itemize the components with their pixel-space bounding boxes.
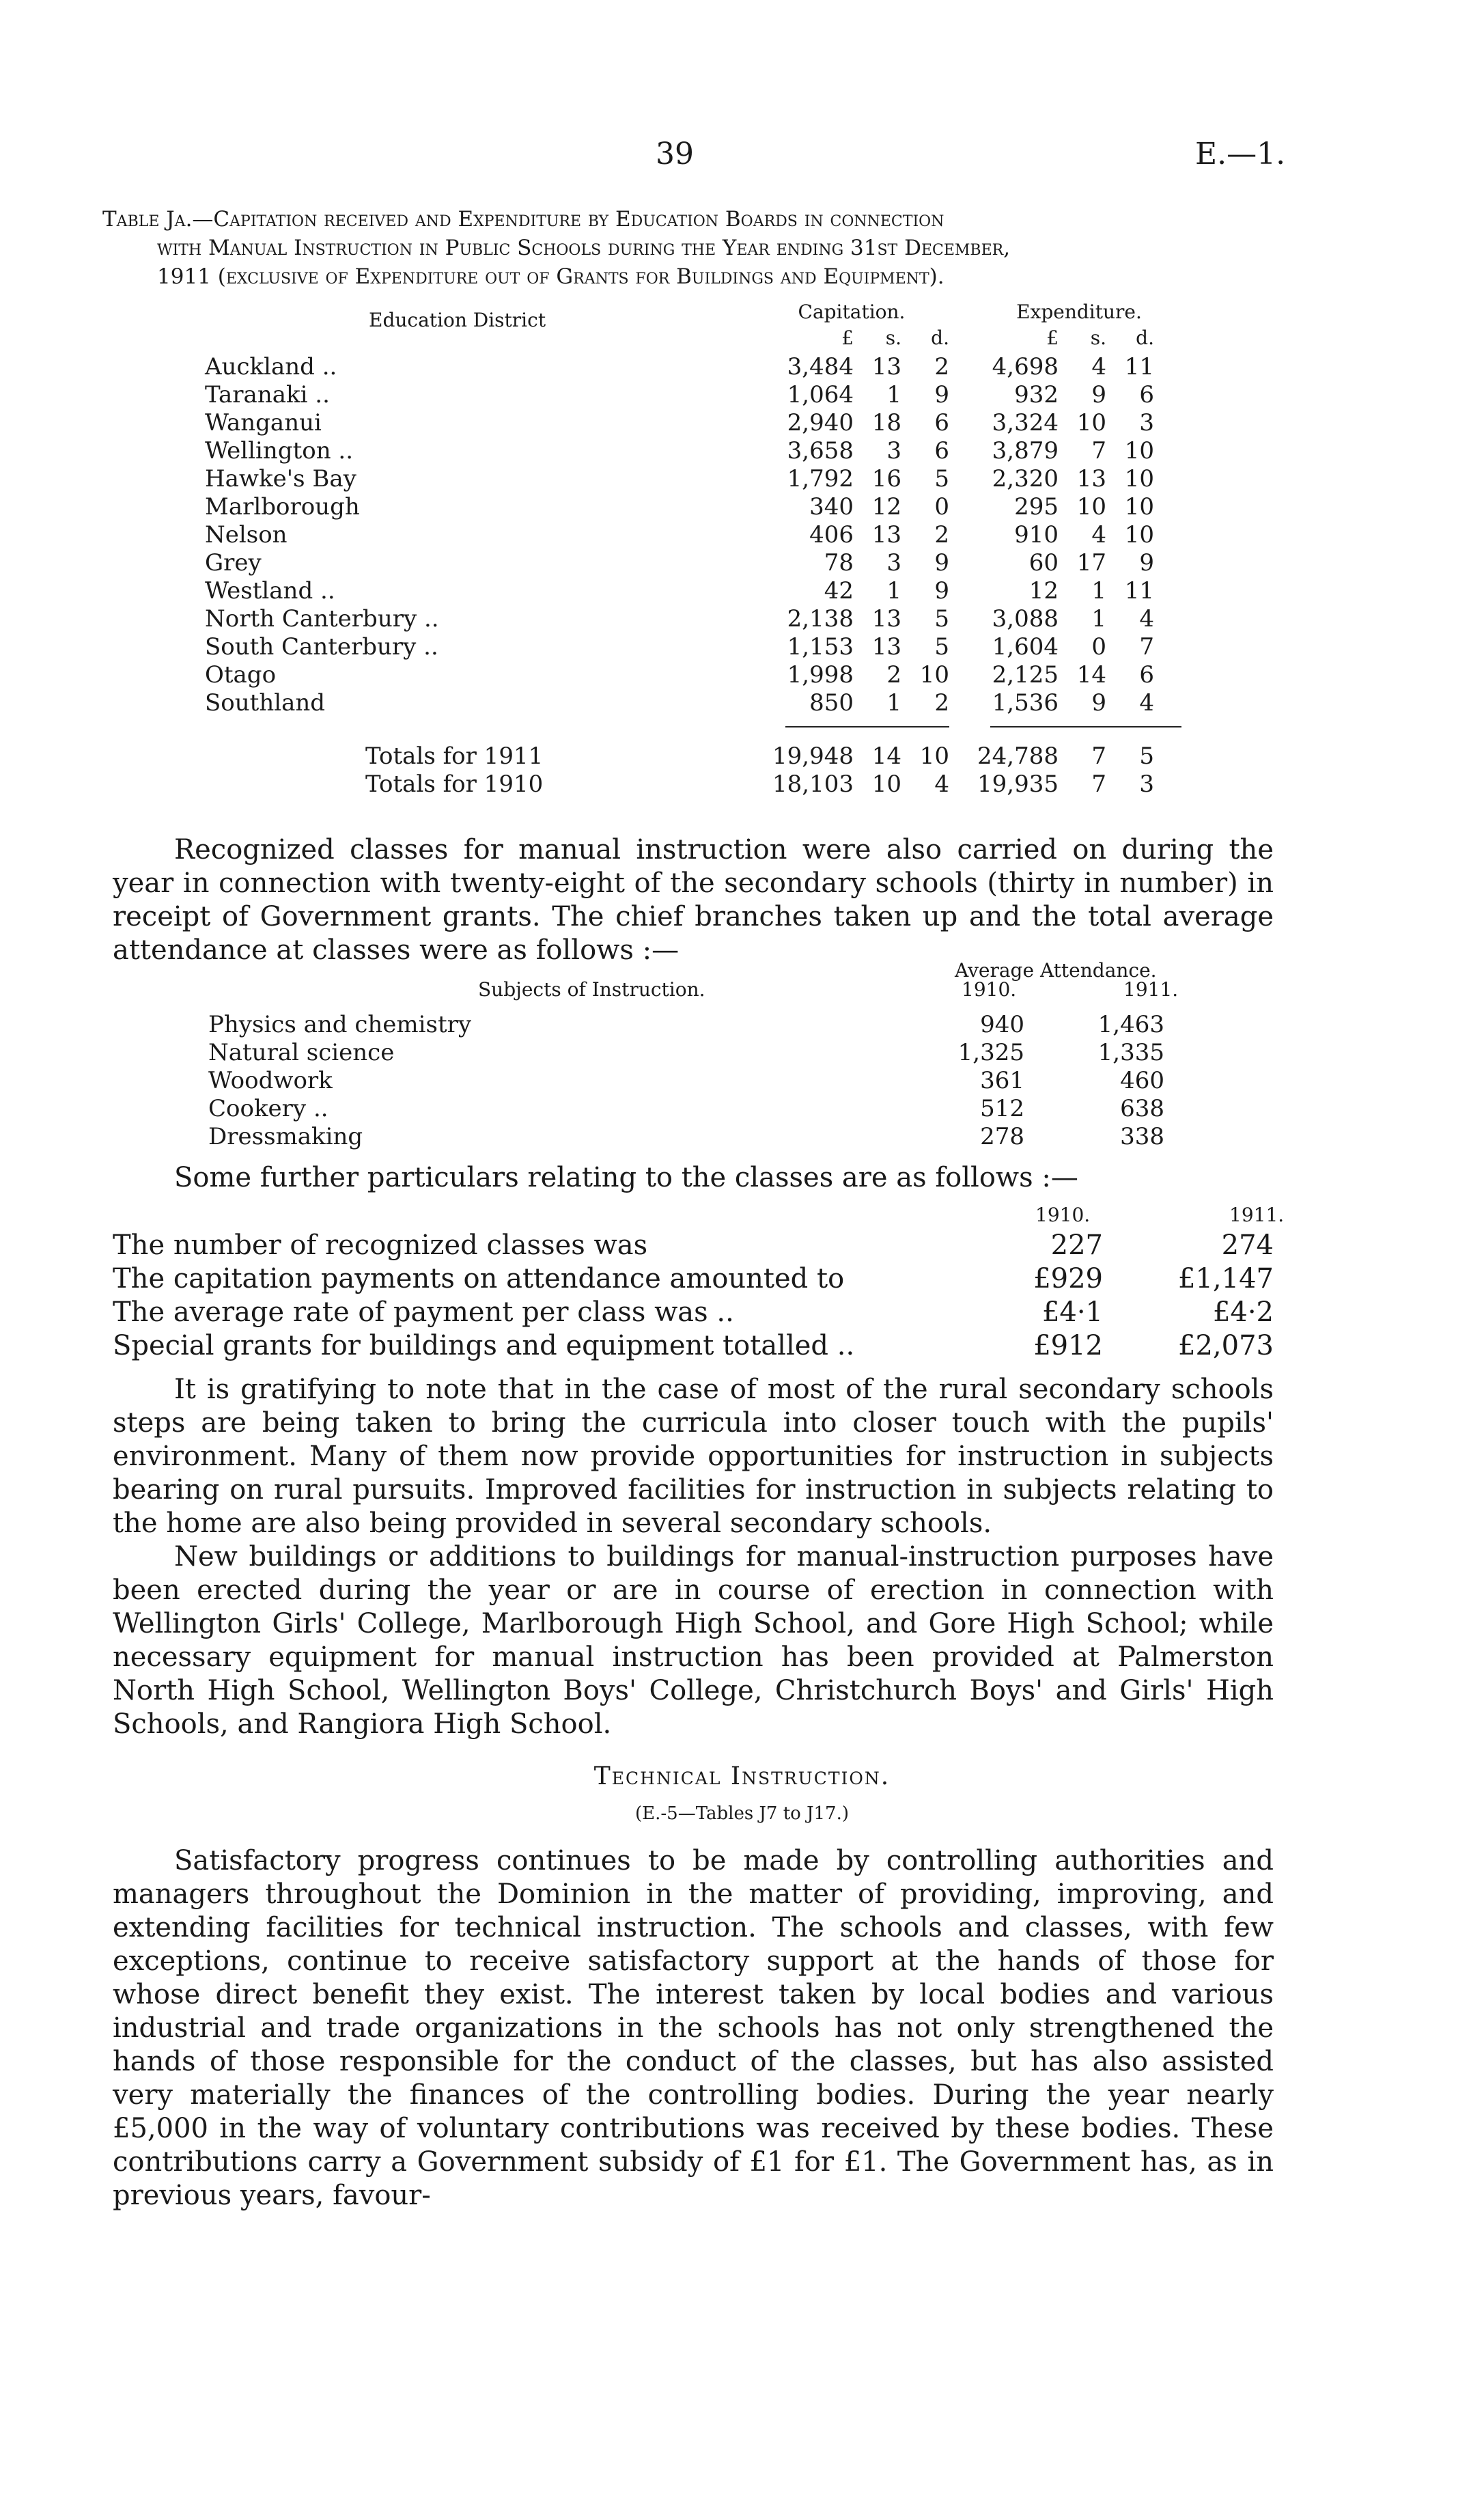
expenditure-shillings: 1	[1091, 577, 1106, 605]
particular-label: Special grants for buildings and equipment totalled ..	[113, 1330, 855, 1361]
expenditure-shillings: 14	[1076, 661, 1106, 689]
expenditure-shillings: 7	[1091, 771, 1106, 798]
expenditure-shillings: 7	[1091, 437, 1106, 465]
expenditure-pounds: 1,604	[992, 633, 1059, 661]
subject-row	[208, 1095, 1219, 1123]
district-name: Grey	[205, 549, 262, 577]
subject-name: Cookery ..	[208, 1095, 328, 1122]
expenditure-pounds: 3,879	[992, 437, 1059, 465]
capitation-pounds: 19,948	[772, 743, 854, 770]
subject-name: Physics and chemistry	[208, 1011, 472, 1038]
district-name: Auckland ..	[205, 353, 337, 380]
capitation-shillings: 16	[871, 465, 901, 493]
value-1911: £2,073	[1178, 1330, 1274, 1361]
expenditure-pounds: 2,125	[992, 661, 1059, 689]
total-row	[205, 771, 1216, 799]
year-header: 1911.	[1123, 978, 1179, 1001]
expenditure-shillings: 9	[1091, 381, 1106, 408]
expenditure-pence: 9	[1139, 549, 1154, 577]
particular-row	[113, 1297, 1274, 1329]
district-name: Taranaki ..	[205, 381, 330, 408]
capitation-shillings: 10	[871, 771, 901, 798]
capitation-pounds: 2,138	[787, 605, 854, 633]
table-row	[205, 549, 1216, 577]
total-row	[205, 743, 1216, 771]
expenditure-pence: 6	[1139, 661, 1154, 689]
table-row	[205, 493, 1216, 521]
table-caption-line: Table Ja.—Capitation received and Expenditure by Education Boards in connection	[102, 207, 944, 232]
capitation-pence: 5	[934, 605, 949, 633]
expenditure-shillings: 10	[1076, 493, 1106, 521]
total-label: Totals for 1910	[365, 771, 544, 798]
capitation-pounds: 3,658	[787, 437, 854, 465]
attendance-1910: 1,325	[957, 1039, 1024, 1066]
average-attendance-header: Average Attendance.	[955, 959, 1157, 982]
subject-row	[208, 1123, 1219, 1151]
expenditure-shillings: 17	[1076, 549, 1106, 577]
capitation-pence: 4	[934, 771, 949, 798]
expenditure-column-header: Expenditure.	[1016, 301, 1142, 323]
capitation-pounds: 850	[809, 689, 854, 717]
capitation-shillings: 14	[871, 743, 901, 770]
capitation-pence: 2	[934, 689, 949, 717]
total-label: Totals for 1911	[365, 743, 544, 770]
capitation-shillings: 2	[886, 661, 901, 689]
paragraph: Recognized classes for manual instruction were also carried on during the year in connection with twenty-eight of the secondary schools (thirty in number) in receipt of Government grants. The chief branches taken up and the total average attendance at classes were as follows :—	[113, 834, 1274, 966]
expenditure-pounds: 3,088	[992, 605, 1059, 633]
capitation-pounds: 42	[824, 577, 854, 605]
capitation-pounds: 406	[809, 521, 854, 549]
section-reference: (E.-5—Tables J7 to J17.)	[634, 1803, 849, 1824]
expenditure-pence: 10	[1124, 437, 1154, 465]
particular-label: The number of recognized classes was	[113, 1230, 648, 1261]
unit-label: £	[1046, 327, 1059, 349]
table-row	[205, 465, 1216, 493]
attendance-1911: 638	[1120, 1095, 1164, 1122]
table-row	[205, 577, 1216, 605]
expenditure-pence: 4	[1139, 605, 1154, 633]
district-name: North Canterbury ..	[205, 605, 439, 633]
expenditure-shillings: 7	[1091, 743, 1106, 770]
expenditure-pounds: 60	[1028, 549, 1059, 577]
unit-label: s.	[885, 327, 901, 349]
subject-row	[208, 1039, 1219, 1067]
capitation-shillings: 13	[871, 521, 901, 549]
subject-name: Natural science	[208, 1039, 395, 1066]
district-name: Southland	[205, 689, 326, 717]
capitation-pence: 10	[919, 743, 949, 770]
unit-label: d.	[1136, 327, 1154, 349]
capitation-shillings: 3	[886, 437, 901, 465]
capitation-pence: 2	[934, 353, 949, 380]
value-1910: £912	[1033, 1330, 1103, 1361]
capitation-pounds: 78	[824, 549, 854, 577]
table-row	[205, 409, 1216, 437]
capitation-column-header: Capitation.	[798, 301, 906, 323]
year-header: 1910.	[962, 978, 1017, 1001]
unit-label: £	[841, 327, 854, 349]
expenditure-pence: 4	[1139, 689, 1154, 717]
expenditure-pence: 3	[1139, 771, 1154, 798]
district-name: Hawke's Bay	[205, 465, 356, 493]
capitation-shillings: 13	[871, 605, 901, 633]
expenditure-pence: 3	[1139, 409, 1154, 436]
value-1910: 227	[1050, 1230, 1103, 1261]
capitation-pence: 5	[934, 465, 949, 493]
table-row	[205, 353, 1216, 381]
expenditure-shillings: 13	[1076, 465, 1106, 493]
section-title: Technical Instruction.	[593, 1762, 891, 1790]
capitation-shillings: 12	[871, 493, 901, 521]
capitation-pence: 6	[934, 437, 949, 465]
table-row	[205, 661, 1216, 689]
value-1911: £4·2	[1212, 1297, 1274, 1328]
expenditure-pence: 10	[1124, 521, 1154, 549]
expenditure-pounds: 910	[1014, 521, 1059, 549]
value-1910: £929	[1033, 1263, 1103, 1294]
table-caption	[102, 205, 1291, 291]
value-1911: 274	[1221, 1230, 1274, 1261]
capitation-pence: 9	[934, 381, 949, 408]
attendance-1911: 460	[1120, 1067, 1164, 1094]
attendance-1910: 940	[980, 1011, 1024, 1038]
paragraph: Some further particulars relating to the classes are as follows :—	[174, 1162, 1078, 1193]
capitation-pounds: 340	[809, 493, 854, 521]
value-1911: £1,147	[1178, 1263, 1274, 1294]
particular-row	[113, 1330, 1274, 1363]
table-row	[205, 633, 1216, 661]
expenditure-shillings: 4	[1091, 353, 1106, 380]
district-name: Wanganui	[205, 409, 322, 436]
expenditure-shillings: 0	[1091, 633, 1106, 661]
district-name: Nelson	[205, 521, 288, 549]
expenditure-shillings: 1	[1091, 605, 1106, 633]
capitation-pence: 10	[919, 661, 949, 689]
particular-row	[113, 1230, 1274, 1262]
capitation-pounds: 1,998	[787, 661, 854, 689]
expenditure-pence: 11	[1124, 577, 1154, 605]
capitation-shillings: 3	[886, 549, 901, 577]
total-rule	[785, 726, 949, 727]
capitation-shillings: 18	[871, 409, 901, 436]
expenditure-pounds: 4,698	[992, 353, 1059, 380]
table-caption-line: with Manual Instruction in Public Schools during the Year ending 31st December,	[157, 236, 1011, 260]
particular-label: The average rate of payment per class was ..	[113, 1297, 734, 1328]
expenditure-pounds: 932	[1014, 381, 1059, 408]
table-row	[205, 689, 1216, 717]
expenditure-pounds: 24,788	[977, 743, 1059, 770]
capitation-pence: 2	[934, 521, 949, 549]
attendance-1910: 361	[980, 1067, 1024, 1094]
document-code: E.—1.	[1195, 137, 1286, 171]
attendance-1911: 1,463	[1097, 1011, 1164, 1038]
total-rule	[990, 726, 1181, 727]
district-name: Westland ..	[205, 577, 335, 605]
expenditure-pounds: 295	[1014, 493, 1059, 521]
unit-label: s.	[1090, 327, 1106, 349]
capitation-pounds: 3,484	[787, 353, 854, 380]
unit-label: d.	[931, 327, 949, 349]
subject-name: Woodwork	[208, 1067, 333, 1094]
district-name: Wellington ..	[205, 437, 354, 465]
expenditure-pence: 6	[1139, 381, 1154, 408]
capitation-shillings: 1	[886, 689, 901, 717]
capitation-pounds: 18,103	[772, 771, 854, 798]
expenditure-shillings: 10	[1076, 409, 1106, 436]
district-name: Marlborough	[205, 493, 360, 521]
year-header: 1910.	[1035, 1204, 1091, 1226]
capitation-pence: 6	[934, 409, 949, 436]
capitation-shillings: 13	[871, 353, 901, 380]
value-1910: £4·1	[1041, 1297, 1103, 1328]
table-row	[205, 381, 1216, 409]
capitation-pence: 5	[934, 633, 949, 661]
table-row	[205, 437, 1216, 465]
capitation-pence: 0	[934, 493, 949, 521]
district-name: South Canterbury ..	[205, 633, 438, 661]
table-caption-line: 1911 (exclusive of Expenditure out of Grants for Buildings and Equipment).	[157, 264, 944, 289]
expenditure-pounds: 19,935	[977, 771, 1059, 798]
subject-name: Dressmaking	[208, 1123, 363, 1150]
capitation-shillings: 13	[871, 633, 901, 661]
subject-row	[208, 1011, 1219, 1039]
expenditure-pounds: 2,320	[992, 465, 1059, 493]
capitation-pounds: 1,153	[787, 633, 854, 661]
capitation-pence: 9	[934, 549, 949, 577]
attendance-1911: 1,335	[1097, 1039, 1164, 1066]
capitation-pence: 9	[934, 577, 949, 605]
expenditure-shillings: 4	[1091, 521, 1106, 549]
capitation-shillings: 1	[886, 577, 901, 605]
expenditure-pence: 10	[1124, 493, 1154, 521]
particular-label: The capitation payments on attendance amounted to	[113, 1263, 845, 1294]
paragraph: It is gratifying to note that in the case of most of the rural secondary schools steps are being taken to bring the curricula into closer touch with the pupils' environment. Many of them now provide opportunities for instruction in subjects bearing on rural pursuits. Improved facilities for instruction in subjects relating to the home are also being provided in several secondary schools.	[113, 1374, 1274, 1539]
table-row	[205, 521, 1216, 549]
capitation-pounds: 1,064	[787, 381, 854, 408]
attendance-1910: 278	[980, 1123, 1024, 1150]
paragraph: Satisfactory progress continues to be made by controlling authorities and managers throughout the Dominion in the matter of providing, improving, and extending facilities for technical instruction. The schools and classes, with few exceptions, continue to receive satisfactory support at the hands of those for whose direct benefit they exist. The interest taken by local bodies and various industrial and trade organizations in the schools has not only strengthened the hands of those responsible for the conduct of the classes, but has also assisted very materially the finances of the controlling bodies. During the year nearly £5,000 in the way of voluntary contributions was received by these bodies. These contributions carry a Government subsidy of £1 for £1. The Government has, as in previous years, favour-	[113, 1845, 1274, 2211]
district-name: Otago	[205, 661, 277, 689]
year-header: 1911.	[1229, 1204, 1285, 1226]
paragraph: New buildings or additions to buildings for manual-instruction purposes have been erected during the year or are in course of erection in connection with Wellington Girls' College, Marlborough High School, and Gore High School; while necessary equipment for manual instruction has been provided at Palmerston North High School, Wellington Boys' College, Christchurch Boys' and Girls' High Schools, and Rangiora High School.	[113, 1541, 1274, 1740]
expenditure-pence: 11	[1124, 353, 1154, 380]
capitation-pounds: 1,792	[787, 465, 854, 493]
capitation-pounds: 2,940	[787, 409, 854, 436]
attendance-1911: 338	[1120, 1123, 1164, 1150]
expenditure-pence: 7	[1139, 633, 1154, 661]
expenditure-shillings: 9	[1091, 689, 1106, 717]
expenditure-pounds: 1,536	[992, 689, 1059, 717]
expenditure-pence: 10	[1124, 465, 1154, 493]
attendance-1910: 512	[980, 1095, 1024, 1122]
table-row	[205, 605, 1216, 633]
subjects-column-header: Subjects of Instruction.	[478, 978, 705, 1001]
district-column-header: Education District	[369, 309, 546, 331]
expenditure-pounds: 12	[1028, 577, 1059, 605]
subject-row	[208, 1067, 1219, 1095]
page-number: 39	[656, 137, 694, 171]
capitation-shillings: 1	[886, 381, 901, 408]
particular-row	[113, 1263, 1274, 1296]
expenditure-pounds: 3,324	[992, 409, 1059, 436]
expenditure-pence: 5	[1139, 743, 1154, 770]
